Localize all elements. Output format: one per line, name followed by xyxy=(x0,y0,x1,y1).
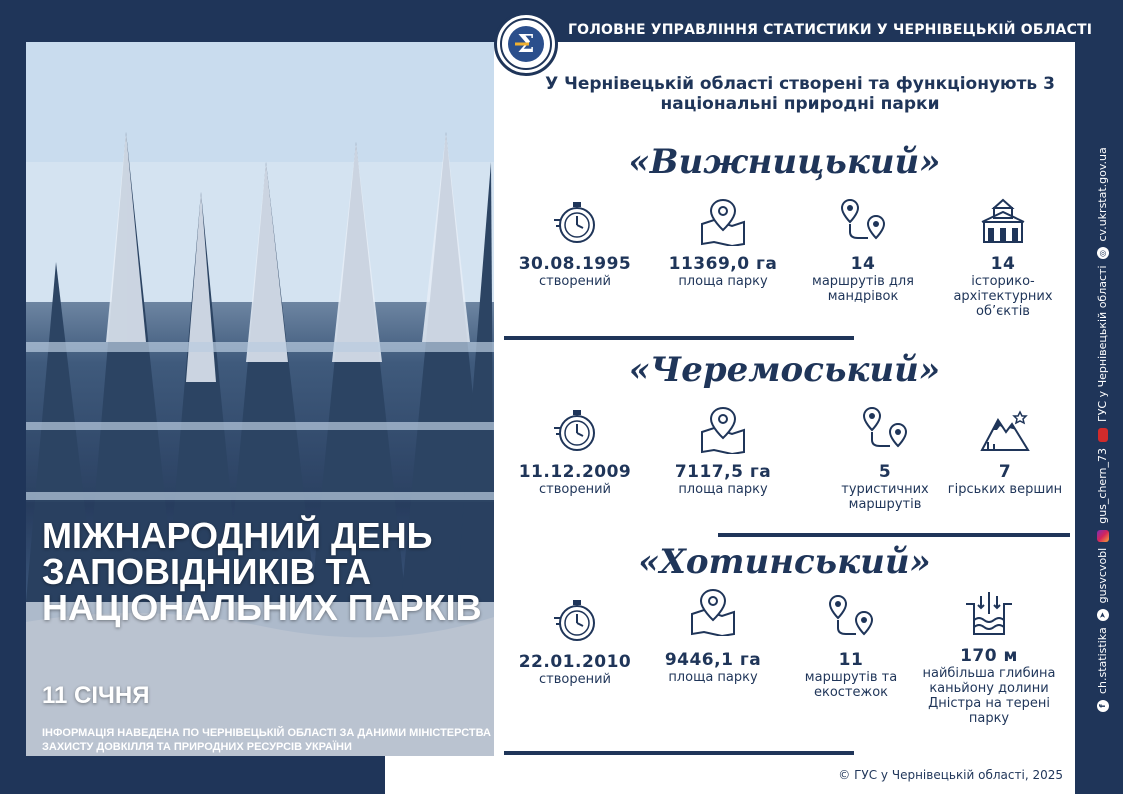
stat-historic-objects xyxy=(938,198,1068,319)
route-icon xyxy=(826,594,876,642)
stat-value: 7 xyxy=(998,462,1012,482)
stat-label: створений xyxy=(539,274,611,289)
stat-label: історико-архітектурних об’єктів xyxy=(953,274,1053,319)
stat-label: площа парку xyxy=(678,274,768,289)
route-icon xyxy=(860,406,910,454)
svg-text:Σ: Σ xyxy=(517,29,535,58)
stat-value: 14 xyxy=(990,254,1016,274)
facebook-icon[interactable]: f xyxy=(1097,700,1109,712)
stat-created xyxy=(510,198,640,289)
stat-created xyxy=(510,406,640,497)
footer-panel xyxy=(385,756,495,794)
historic-building-icon xyxy=(978,198,1028,246)
park-title-vyzhnytskyi: «Вижницький» xyxy=(628,142,941,182)
derzhstat-logo xyxy=(494,12,558,76)
stat-canyon-depth xyxy=(914,590,1064,726)
event-date: 11 СІЧНЯ xyxy=(42,682,150,709)
globe-icon[interactable]: ◎ xyxy=(1097,248,1109,260)
stat-area xyxy=(658,406,788,497)
youtube-icon[interactable] xyxy=(1098,428,1108,442)
park-title-khotynskyi: «Хотинський» xyxy=(638,542,931,582)
youtube-handle[interactable]: ГУС у Чернівецькій області xyxy=(1096,265,1109,422)
stopwatch-icon xyxy=(550,406,600,454)
map-pin-icon xyxy=(698,406,748,454)
stat-label: створений xyxy=(539,672,611,687)
header-title: ГОЛОВНЕ УПРАВЛІННЯ СТАТИСТИКИ У ЧЕРНІВЕЦЬКІЙ ОБЛАСТІ xyxy=(568,22,1093,38)
stat-area xyxy=(648,588,778,685)
water-depth-icon xyxy=(964,590,1014,638)
telegram-handle[interactable]: gusvcvobl xyxy=(1096,547,1109,604)
stat-value: 11369,0 га xyxy=(668,254,778,274)
stat-value: 170 м xyxy=(960,646,1018,666)
stat-value: 9446,1 га xyxy=(664,650,762,670)
stat-area xyxy=(658,198,788,289)
divider xyxy=(504,336,854,340)
copyright-footer: © ГУС у Чернівецькій області, 2025 xyxy=(838,768,1063,782)
map-pin-icon xyxy=(688,588,738,636)
mountain-icon xyxy=(980,406,1030,454)
stat-label: маршрутів для мандрівок xyxy=(812,274,914,304)
stat-value: 30.08.1995 xyxy=(518,254,632,274)
website-link[interactable]: cv.ukrstat.gov.ua xyxy=(1096,147,1109,242)
source-note: ІНФОРМАЦІЯ НАВЕДЕНА ПО ЧЕРНІВЕЦЬКІЙ ОБЛАСТІ ЗА ДАНИМИ МІНІСТЕРСТВА ЗАХИСТУ ДОВКІЛЛЯ ТА ПРИРОДНИХ РЕСУРСІВ УКРАЇНИ xyxy=(42,727,491,753)
stopwatch-icon xyxy=(550,596,600,644)
winter-forest-photo xyxy=(26,42,494,756)
stat-label: маршрутів та екостежок xyxy=(804,670,898,700)
stat-routes xyxy=(820,406,950,512)
stat-label: створений xyxy=(539,482,611,497)
stat-value: 11.12.2009 xyxy=(518,462,632,482)
stat-value: 22.01.2010 xyxy=(518,652,632,672)
stat-value: 11 xyxy=(838,650,864,670)
stat-value: 14 xyxy=(850,254,876,274)
instagram-icon[interactable] xyxy=(1097,530,1109,542)
stat-label: площа парку xyxy=(668,670,758,685)
route-icon xyxy=(838,198,888,246)
stat-value: 5 xyxy=(878,462,892,482)
stat-value: 7117,5 га xyxy=(674,462,772,482)
intro-text: У Чернівецькій області створені та функціонують 3 національні природні парки xyxy=(545,74,1055,114)
divider xyxy=(718,533,1070,537)
facebook-handle[interactable]: ch.statistika xyxy=(1096,627,1109,694)
stat-created xyxy=(510,596,640,687)
instagram-handle[interactable]: gus_chern_73 xyxy=(1096,448,1109,524)
sigma-logo-icon xyxy=(506,24,546,64)
event-title: МІЖНАРОДНИЙ ДЕНЬ ЗАПОВІДНИКІВ ТА НАЦІОНАЛЬНИХ ПАРКІВ xyxy=(42,515,482,628)
stat-label: площа парку xyxy=(678,482,768,497)
park-title-cheremoskyi: «Черемоський» xyxy=(628,350,941,390)
stat-label: найбільша глибина каньйону долини Дністра на терені парку xyxy=(922,666,1056,726)
stat-peaks xyxy=(940,406,1070,497)
telegram-icon[interactable]: ➤ xyxy=(1097,609,1109,621)
stat-label: гірських вершин xyxy=(947,482,1063,497)
map-pin-icon xyxy=(698,198,748,246)
stat-routes xyxy=(798,198,928,304)
stopwatch-icon xyxy=(550,198,600,246)
stat-label: туристичних маршрутів xyxy=(841,482,929,512)
divider xyxy=(504,751,854,755)
stat-routes xyxy=(786,594,916,700)
social-links xyxy=(1096,147,1109,712)
